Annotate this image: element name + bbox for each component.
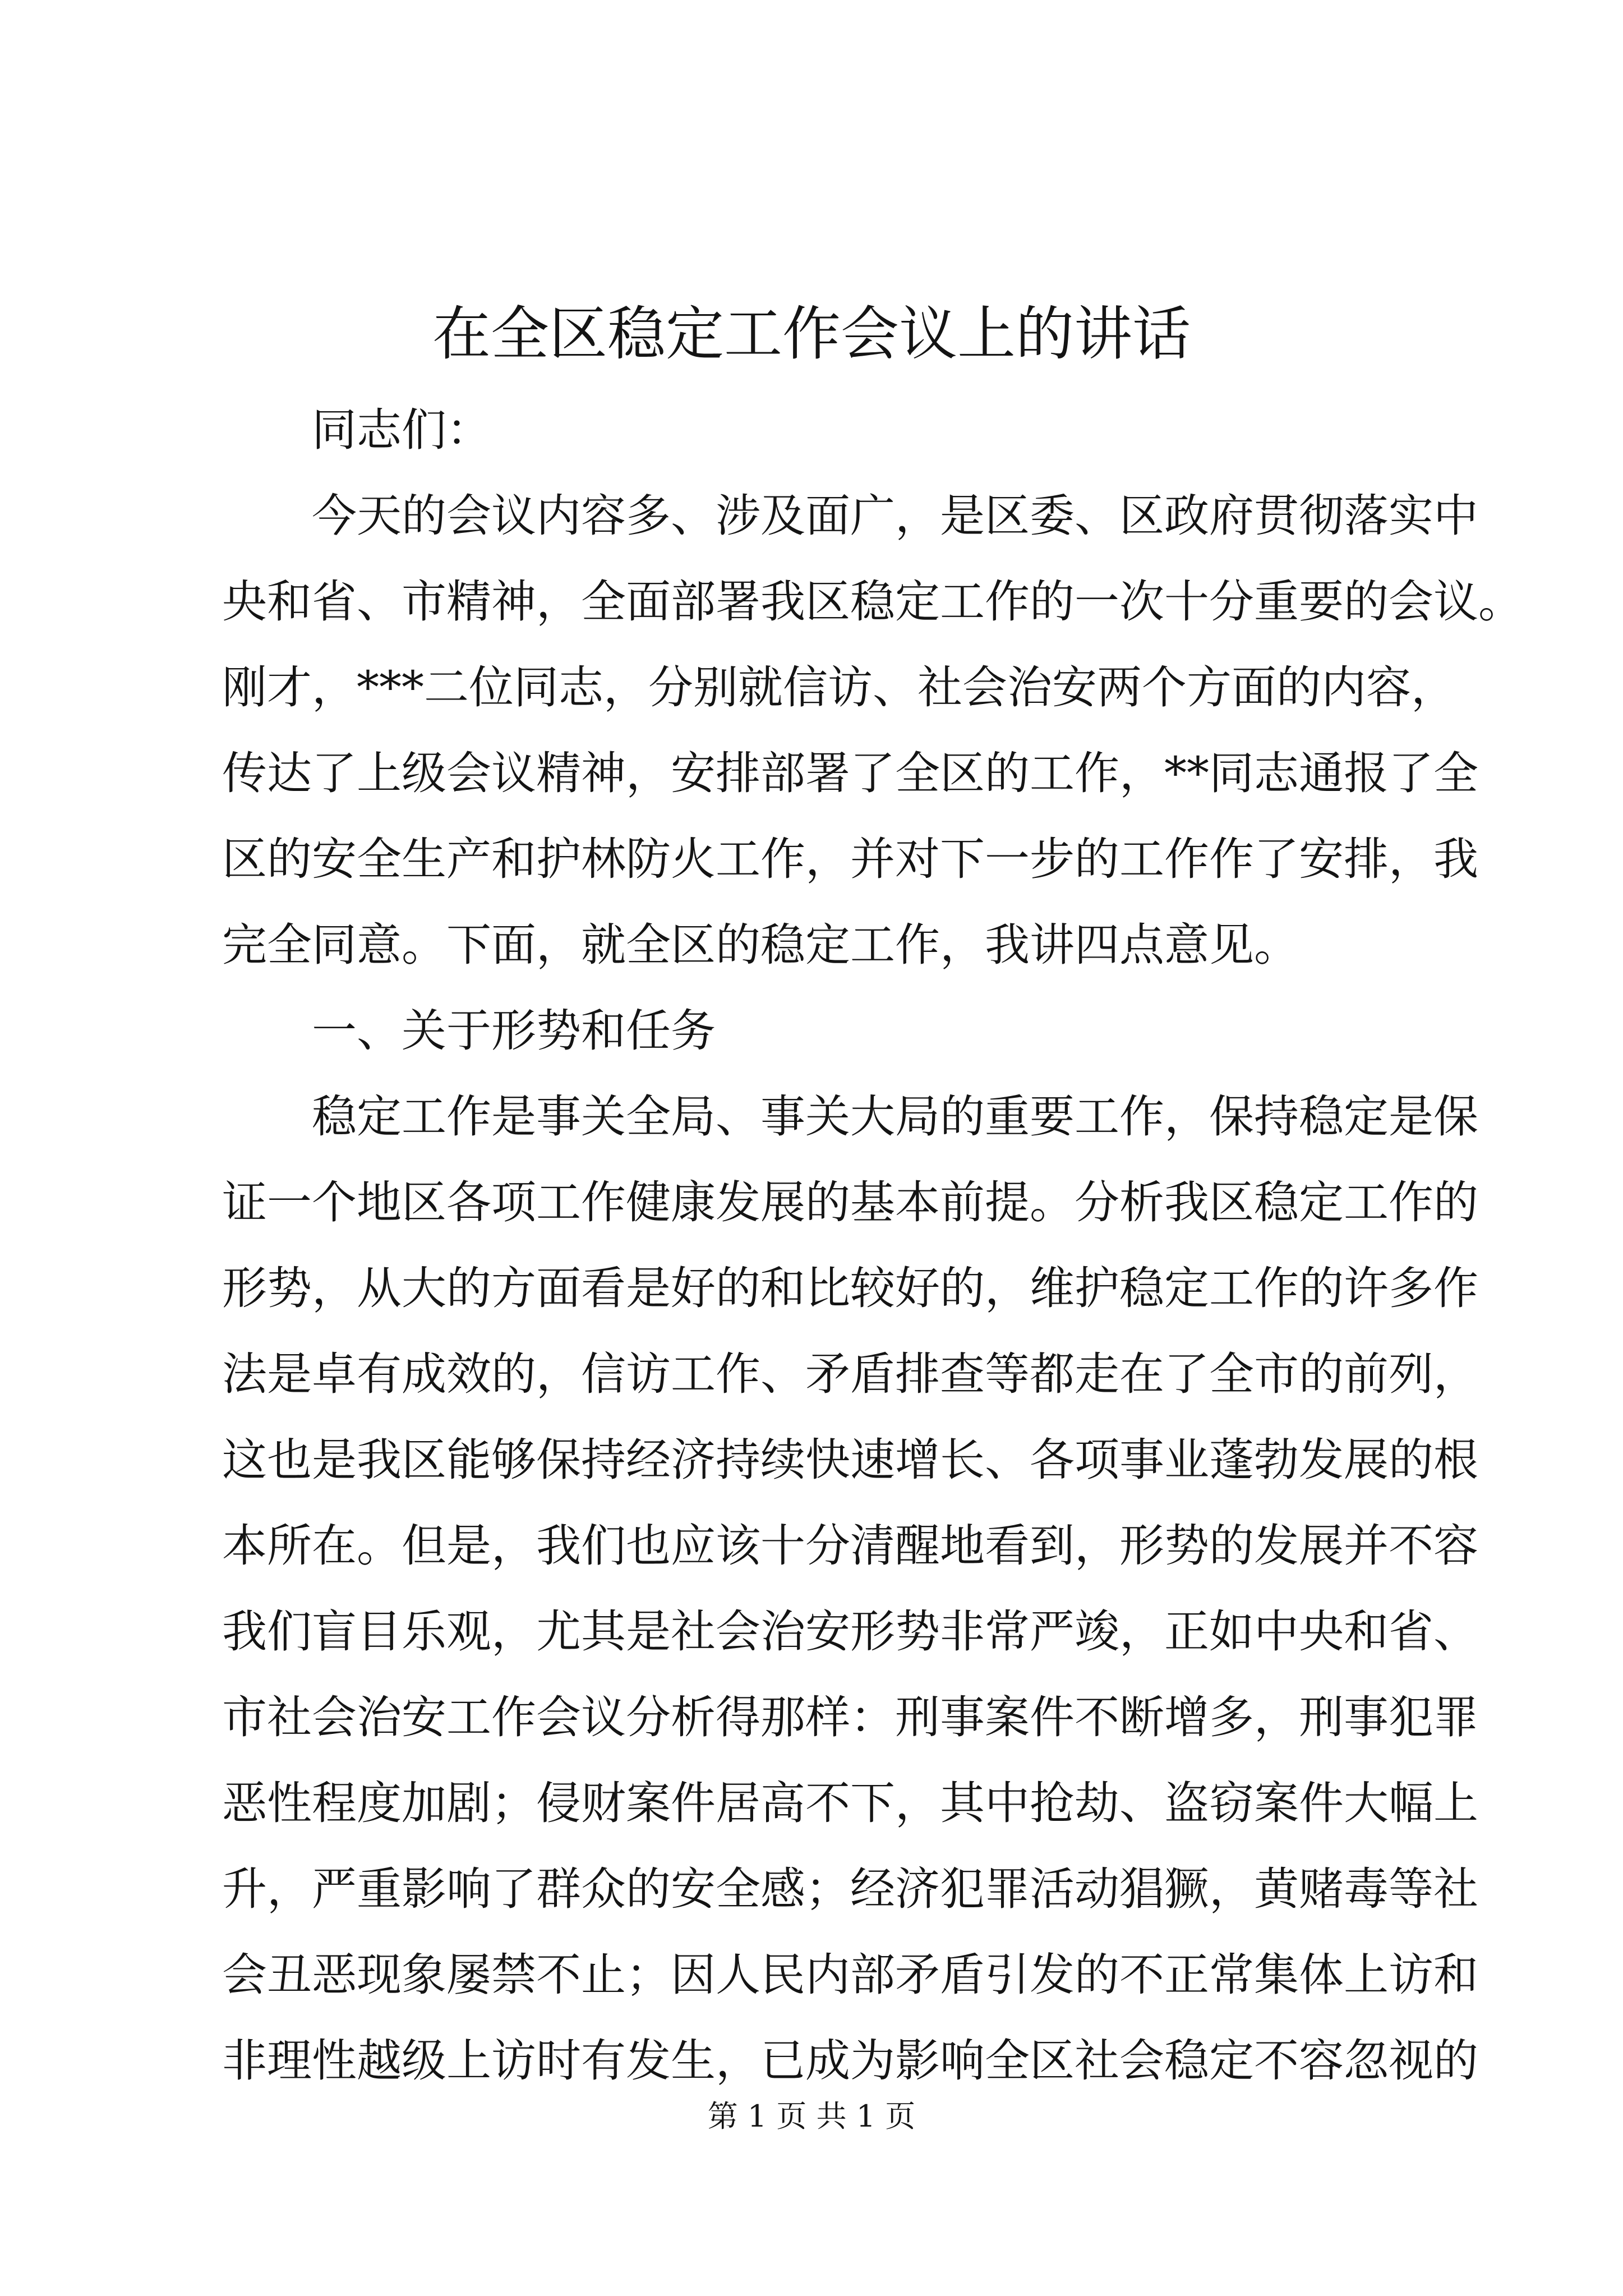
- paragraph-2: [222, 1074, 1478, 2104]
- paragraph-2-line: 形势，从大的方面看是好的和比较好的，维护稳定工作的许多作: [222, 1262, 1478, 1314]
- paragraph-2-line: 这也是我区能够保持经济持续快速增长、各项事业蓬勃发展的根: [222, 1434, 1478, 1486]
- paragraph-2-line: 稳定工作是事关全局、事关大局的重要工作，保持稳定是保: [312, 1091, 1478, 1143]
- paragraph-2-line: 会丑恶现象屡禁不止；因人民内部矛盾引发的不正常集体上访和: [222, 1949, 1478, 2001]
- paragraph-2-line: 本所在。但是，我们也应该十分清醒地看到，形势的发展并不容: [222, 1520, 1478, 1572]
- document-title: 在全区稳定工作会议上的讲话: [432, 300, 1191, 368]
- paragraph-1-line: 区的安全生产和护林防火工作，并对下一步的工作作了安排，我: [222, 833, 1478, 885]
- paragraph-2-line: 法是卓有成效的，信访工作、矛盾排查等都走在了全市的前列，: [222, 1348, 1478, 1400]
- paragraph-1-line: 传达了上级会议精神，安排部署了全区的工作，**同志通报了全: [222, 747, 1478, 799]
- paragraph-2-line: 证一个地区各项工作健康发展的基本前提。分析我区稳定工作的: [222, 1176, 1478, 1228]
- paragraph-1-line: 刚才，***二位同志，分别就信访、社会治安两个方面的内容，: [222, 661, 1456, 714]
- paragraph-1-line: 央和省、市精神，全面部署我区稳定工作的一次十分重要的会议。: [222, 576, 1523, 628]
- paragraph-2-line: 我们盲目乐观，尤其是社会治安形势非常严竣，正如中央和省、: [222, 1605, 1478, 1658]
- paragraph-1: [222, 473, 1523, 988]
- paragraph-2-line: 升，严重影响了群众的安全感；经济犯罪活动猖獗，黄赌毒等社: [222, 1863, 1478, 1915]
- salutation: 同志们：: [312, 404, 491, 456]
- paragraph-1-line: 完全同意。下面，就全区的稳定工作，我讲四点意见。: [222, 919, 1299, 971]
- page-footer: 第 1 页 共 1 页: [707, 2099, 916, 2134]
- paragraph-2-line: 市社会治安工作会议分析得那样：刑事案件不断增多，刑事犯罪: [222, 1691, 1478, 1743]
- section-heading-1: 一、关于形势和任务: [312, 1005, 716, 1057]
- paragraph-2-line: 恶性程度加剧；侵财案件居高不下，其中抢劫、盗窃案件大幅上: [222, 1777, 1478, 1829]
- paragraph-1-line: 今天的会议内容多、涉及面广，是区委、区政府贯彻落实中: [312, 490, 1478, 542]
- paragraph-2-line: 非理性越级上访时有发生，已成为影响全区社会稳定不容忽视的: [222, 2035, 1478, 2087]
- document-body: [222, 387, 1523, 2104]
